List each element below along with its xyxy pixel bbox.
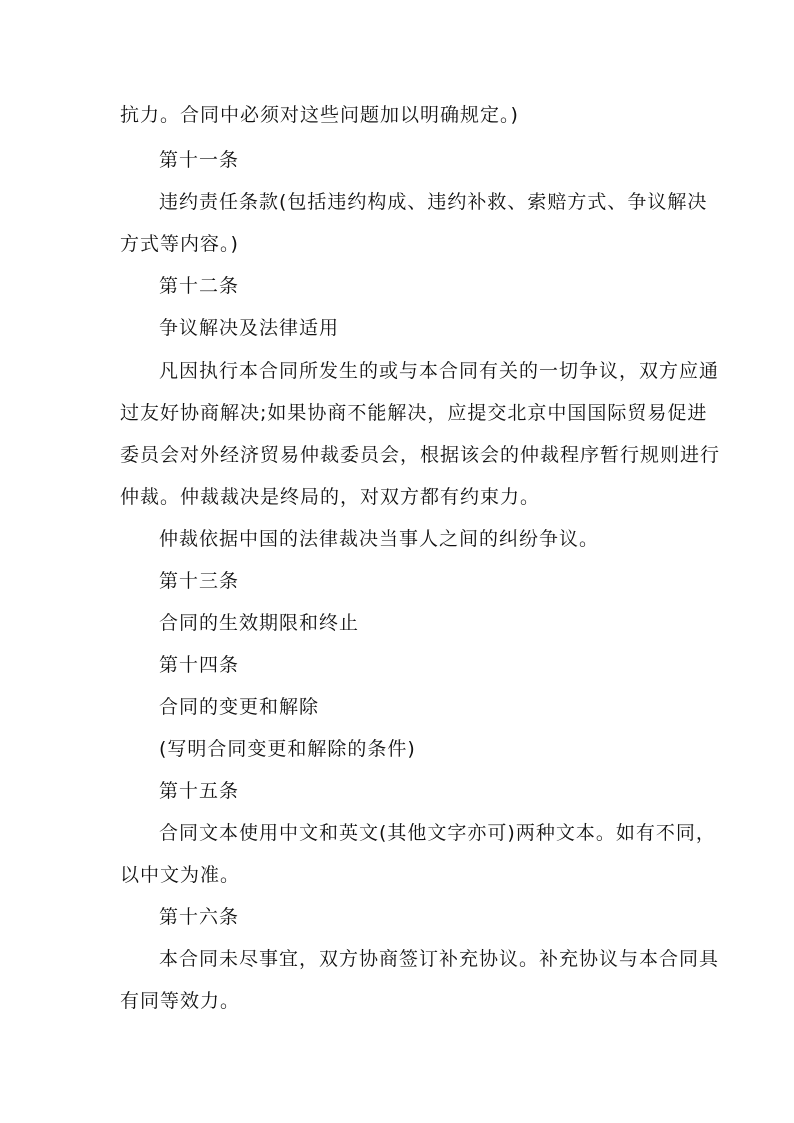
text-line: 违约责任条款(包括违约构成、违约补救、索赔方式、争议解决 xyxy=(159,191,708,213)
text-line: 争议解决及法律适用 xyxy=(159,317,340,339)
article-heading: 第十三条 xyxy=(159,570,240,592)
text-line: 过友好协商解决;如果协商不能解决，应提交北京中国国际贸易促进 xyxy=(120,402,708,424)
text-line: 合同文本使用中文和英文(其他文字亦可)两种文本。如有不同， xyxy=(159,822,716,844)
article-heading: 第十四条 xyxy=(159,654,240,676)
article-heading: 第十一条 xyxy=(159,149,240,171)
text-line: 委员会对外经济贸易仲裁委员会，根据该会的仲裁程序暂行规则进行 xyxy=(120,444,721,466)
article-heading: 第十五条 xyxy=(159,780,240,802)
text-line: 方式等内容。) xyxy=(120,233,239,255)
article-heading: 第十六条 xyxy=(159,906,240,928)
text-line: 凡因执行本合同所发生的或与本合同有关的一切争议，双方应通 xyxy=(159,360,720,382)
text-line: 本合同未尽事宜，双方协商签订补充协议。补充协议与本合同具 xyxy=(159,948,720,970)
text-line: 仲裁依据中国的法律裁决当事人之间的纠纷争议。 xyxy=(159,528,600,550)
text-line: 仲裁。仲裁裁决是终局的，对双方都有约束力。 xyxy=(120,486,541,508)
text-line: 合同的变更和解除 xyxy=(159,696,320,718)
text-line: (写明合同变更和解除的条件) xyxy=(159,738,416,760)
text-line: 以中文为准。 xyxy=(120,864,241,886)
text-line: 抗力。合同中必须对这些问题加以明确规定。) xyxy=(120,104,519,126)
article-heading: 第十二条 xyxy=(159,275,240,297)
text-line: 有同等效力。 xyxy=(120,990,241,1012)
text-line: 合同的生效期限和终止 xyxy=(159,612,360,634)
